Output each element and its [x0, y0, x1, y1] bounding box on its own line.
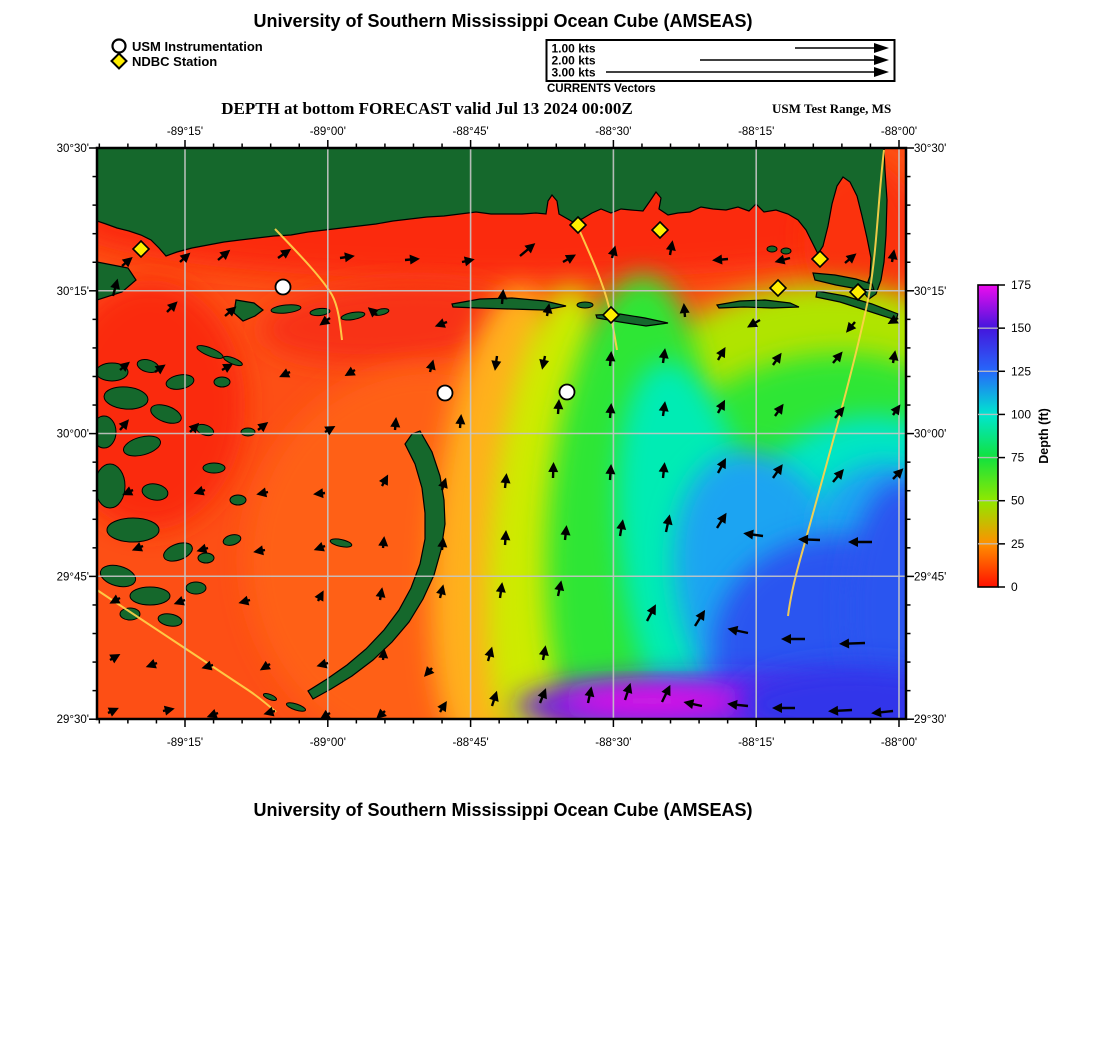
- colorbar-axis-label: Depth (ft): [1037, 408, 1051, 464]
- island: [241, 428, 255, 436]
- lat-tick-label-right: 30°30': [914, 143, 947, 155]
- scale-kts-label: 3.00 kts: [551, 65, 596, 80]
- colorbar-tick-label: 75: [1011, 450, 1025, 465]
- figure-title-top: University of Southern Mississippi Ocean Cube (AMSEAS): [253, 11, 753, 31]
- island: [95, 464, 125, 508]
- colorbar-tick-label: 50: [1011, 493, 1025, 508]
- currents-vectors-caption: CURRENTS Vectors: [547, 83, 656, 95]
- island: [214, 377, 230, 387]
- colorbar-tick-label: 150: [1011, 321, 1032, 336]
- lon-tick-label-bottom: -88°15': [738, 737, 775, 749]
- figure-title-bottom: University of Southern Mississippi Ocean Cube (AMSEAS): [253, 800, 753, 820]
- island: [186, 582, 206, 594]
- colorbar-tick-label: 25: [1011, 536, 1025, 551]
- island: [107, 518, 159, 542]
- legend-usm-label: USM Instrumentation: [132, 38, 263, 54]
- lon-tick-label-bottom: -88°00': [880, 737, 918, 749]
- island: [767, 246, 777, 252]
- island: [92, 416, 116, 448]
- usm-station-marker: [276, 280, 291, 295]
- lon-tick-label-bottom: -89°15': [166, 737, 204, 749]
- lon-tick-label-bottom: -89°00': [309, 737, 346, 749]
- lon-tick-label-top: -88°00': [880, 126, 918, 138]
- legend-ndbc-label: NDBC Station: [132, 53, 218, 69]
- lon-tick-label-top: -89°15': [166, 126, 204, 138]
- scale-kts-label: 2.00 kts: [551, 53, 596, 68]
- lat-tick-label-right: 30°00': [914, 428, 947, 441]
- scale-kts-label: 1.00 kts: [551, 41, 596, 56]
- lon-tick-label-bottom: -88°30': [595, 737, 632, 749]
- usm-station-marker: [438, 386, 453, 401]
- colorbar-tick-label: 175: [1011, 278, 1032, 292]
- colorbar: [978, 278, 1051, 594]
- colorbar-tick-label: 125: [1011, 364, 1032, 379]
- colorbar-gradient: [978, 285, 998, 587]
- usm-station-marker: [560, 385, 575, 400]
- lon-tick-label-top: -89°00': [309, 126, 346, 138]
- lat-tick-label-right: 30°15': [914, 285, 947, 298]
- island: [198, 553, 214, 563]
- current-scale-box: [547, 40, 895, 81]
- lon-tick-label-top: -88°30': [595, 126, 632, 138]
- lat-tick-label-left: 30°30': [56, 143, 89, 155]
- island: [130, 587, 170, 605]
- island: [203, 463, 225, 473]
- region-label: USM Test Range, MS: [772, 101, 892, 116]
- lat-tick-label-left: 30°00': [56, 428, 89, 441]
- forecast-subtitle: DEPTH at bottom FORECAST valid Jul 13 2024 00:00Z: [221, 99, 633, 118]
- island: [230, 495, 246, 505]
- lon-tick-label-bottom: -88°45': [452, 737, 489, 749]
- lon-tick-label-top: -88°15': [738, 126, 775, 138]
- colorbar-tick-label: 0: [1011, 580, 1018, 594]
- colorbar-tick-label: 100: [1011, 407, 1032, 422]
- lat-tick-label-left: 29°30': [56, 714, 89, 726]
- lat-tick-label-right: 29°30': [914, 714, 947, 726]
- island: [781, 248, 791, 254]
- lat-tick-label-left: 30°15': [56, 285, 89, 298]
- lat-tick-label-right: 29°45': [914, 571, 947, 584]
- lat-tick-label-left: 29°45': [56, 571, 89, 584]
- lon-tick-label-top: -88°45': [452, 126, 489, 138]
- island: [577, 302, 593, 308]
- island: [120, 608, 140, 620]
